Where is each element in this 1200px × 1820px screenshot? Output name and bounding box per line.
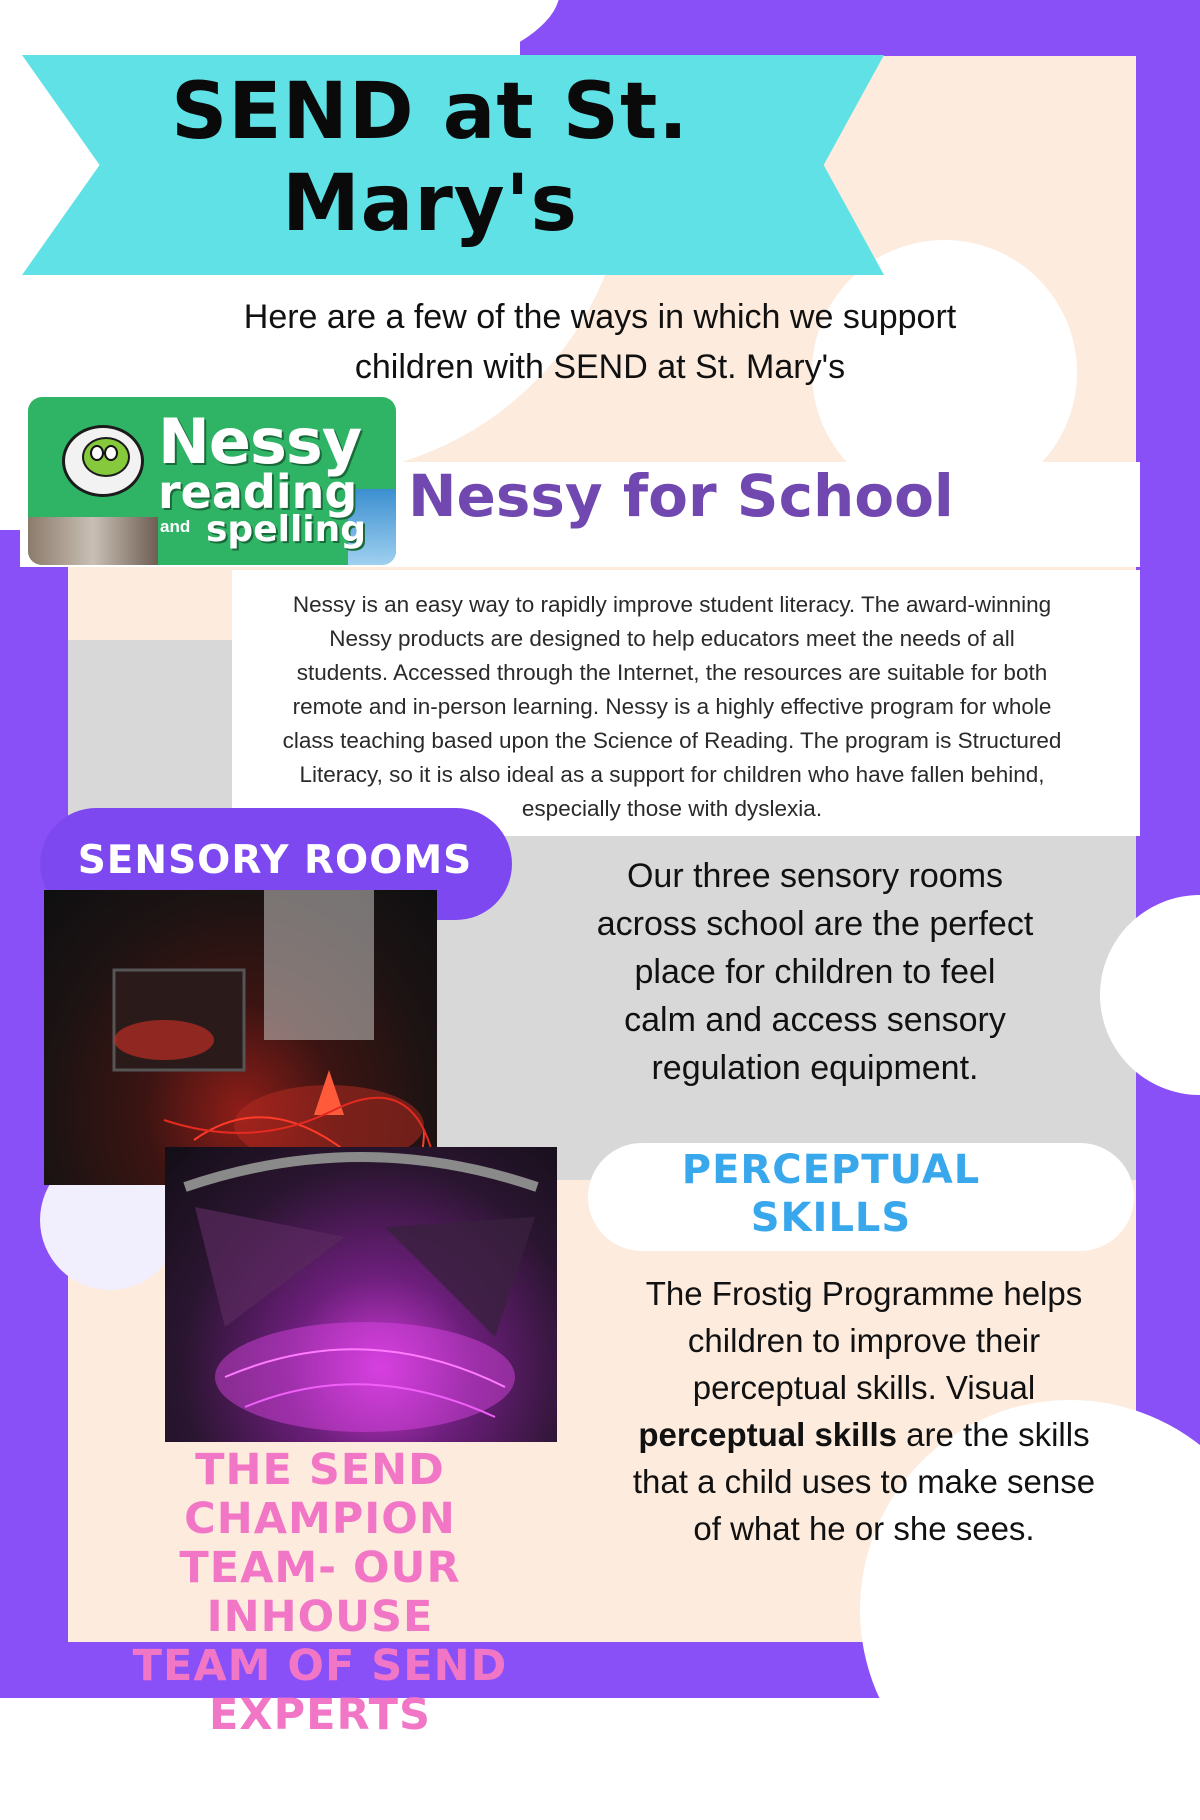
logo-word: and <box>160 517 191 536</box>
champion-line: TEAM- OUR INHOUSE <box>179 1543 461 1642</box>
perceptual-line: of what he or she sees. <box>693 1510 1035 1547</box>
nessy-body-line: Nessy is an easy way to rapidly improve student literacy. The award-winning <box>292 592 1052 617</box>
logo-word: reading <box>158 465 358 519</box>
page-title-line: SEND at St. <box>171 67 689 157</box>
page-title-line: Mary's <box>282 159 578 249</box>
sensory-room-photo <box>44 890 437 1185</box>
sensory-line: Our three sensory rooms <box>626 857 1004 895</box>
nessy-body-line: students. Accessed through the Internet, the resources are suitable for both <box>296 660 1048 685</box>
perceptual-line: perceptual skills. Visual <box>692 1369 1036 1406</box>
perceptual-skills-heading <box>588 1146 1074 1242</box>
champion-line: EXPERTS <box>209 1690 431 1740</box>
sensory-line: regulation equipment. <box>651 1049 979 1087</box>
send-champion-heading <box>60 1446 580 1740</box>
nessy-body-line: class teaching based upon the Science of Reading. The program is Structured <box>282 728 1062 753</box>
perceptual-bold-text: perceptual skills <box>638 1416 898 1453</box>
logo-word: spelling <box>206 509 367 550</box>
fibre-optic-lights-illustration <box>44 890 437 1185</box>
nessy-body-line: Literacy, so it is also ideal as a support for children who have fallen behind, <box>299 762 1045 787</box>
nessy-logo <box>28 397 396 565</box>
champion-line: TEAM OF SEND <box>132 1641 508 1691</box>
perceptual-heading-line: SKILLS <box>750 1195 912 1241</box>
nessy-heading: Nessy for School <box>408 462 954 530</box>
perceptual-line-rest: are the skills <box>897 1416 1090 1453</box>
nessy-body-line: especially those with dyslexia. <box>521 796 823 821</box>
sensory-rooms-text <box>545 852 1085 1092</box>
sheep-eye-icon <box>90 445 104 461</box>
perceptual-line <box>584 1411 1144 1458</box>
perceptual-line: that a child uses to make sense <box>632 1463 1096 1500</box>
perceptual-heading-line: PERCEPTUAL <box>681 1147 981 1193</box>
intro-line: Here are a few of the ways in which we support <box>243 298 957 336</box>
perceptual-line: The Frostig Programme helps <box>645 1275 1083 1312</box>
intro-line: children with SEND at St. Mary's <box>354 348 846 386</box>
logo-word: Nessy <box>158 405 362 478</box>
page-title <box>150 66 710 250</box>
sensory-rooms-heading: SENSORY ROOMS <box>77 838 473 883</box>
nessy-body-line: Nessy products are designed to help educators meet the needs of all <box>329 626 1015 651</box>
intro-text <box>120 292 1080 392</box>
perceptual-line: children to improve their <box>687 1322 1041 1359</box>
sensory-line: calm and access sensory <box>624 1001 1006 1039</box>
purple-fibre-optics-illustration <box>165 1147 557 1442</box>
sensory-line: across school are the perfect <box>596 905 1034 943</box>
sensory-line: place for children to feel <box>634 953 996 991</box>
sheep-eye-icon <box>104 445 118 461</box>
perceptual-skills-text <box>584 1270 1144 1552</box>
champion-line: THE SEND CHAMPION <box>184 1445 456 1544</box>
nessy-body-line: remote and in-person learning. Nessy is a highly effective program for whole <box>292 694 1052 719</box>
nessy-description <box>232 588 1112 826</box>
sensory-tent-photo <box>165 1147 557 1442</box>
logo-photo-strip <box>28 517 158 565</box>
